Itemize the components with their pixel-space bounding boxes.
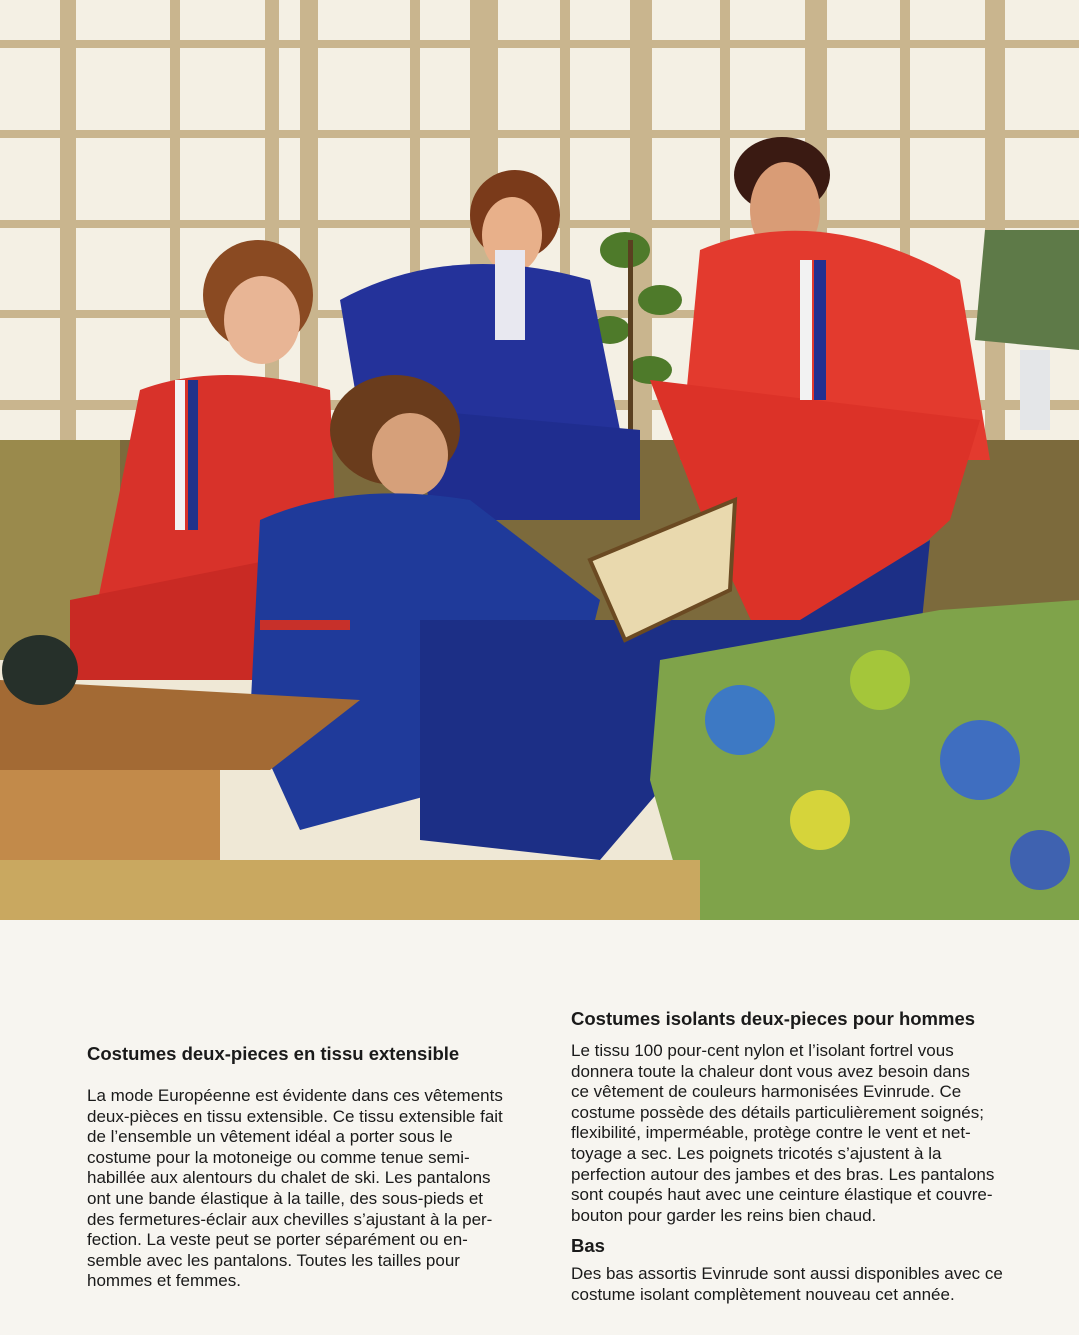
right-heading: Costumes isolants deux-pieces pour hommes: [571, 1008, 976, 1029]
right-sub-body: Des bas assortis Evinrude sont aussi disponibles avec ce costume isolant complètement nouveau cet année.: [571, 1264, 1003, 1304]
right-subheading: Bas: [571, 1235, 605, 1257]
left-column: [87, 1042, 547, 1292]
left-body: La mode Européenne est évidente dans ces vêtements deux-pièces en tissu extensible. Ce tissu extensible fait de l’ensemble un vêtement idéal a porter sous le costume pour la motoneige ou comme tenue semi- habillée aux alentours du chalet de ski. Les pantalons ont une bande élastique à la taille, des sous-pieds et des fermetures-éclair aux chevilles s’ajustant à la per- fection. La veste peut se porter séparément ou en- semble avec les pantalons. Toutes les tailles pour hommes et femmes.: [87, 1086, 503, 1291]
left-heading: Costumes deux-pieces en tissu extensible: [87, 1043, 460, 1064]
right-body: Le tissu 100 pour-cent nylon et l’isolant fortrel vous donnera toute la chaleur dont vous avez besoin dans ce vêtement de couleurs harmonisées Evinrude. Ce costume possède des détails particulièrement soignés; flexibilité, imperméable, protège contre le vent et net- toyage a sec. Les poignets tricotés s’ajustent à la perfection autour des jambes et des bras. Les pantalons sont coupés haut avec une ceinture élastique et couvre- bouton pour garder les reins bien chaud.: [571, 1041, 995, 1225]
right-column: [571, 1007, 1041, 1306]
